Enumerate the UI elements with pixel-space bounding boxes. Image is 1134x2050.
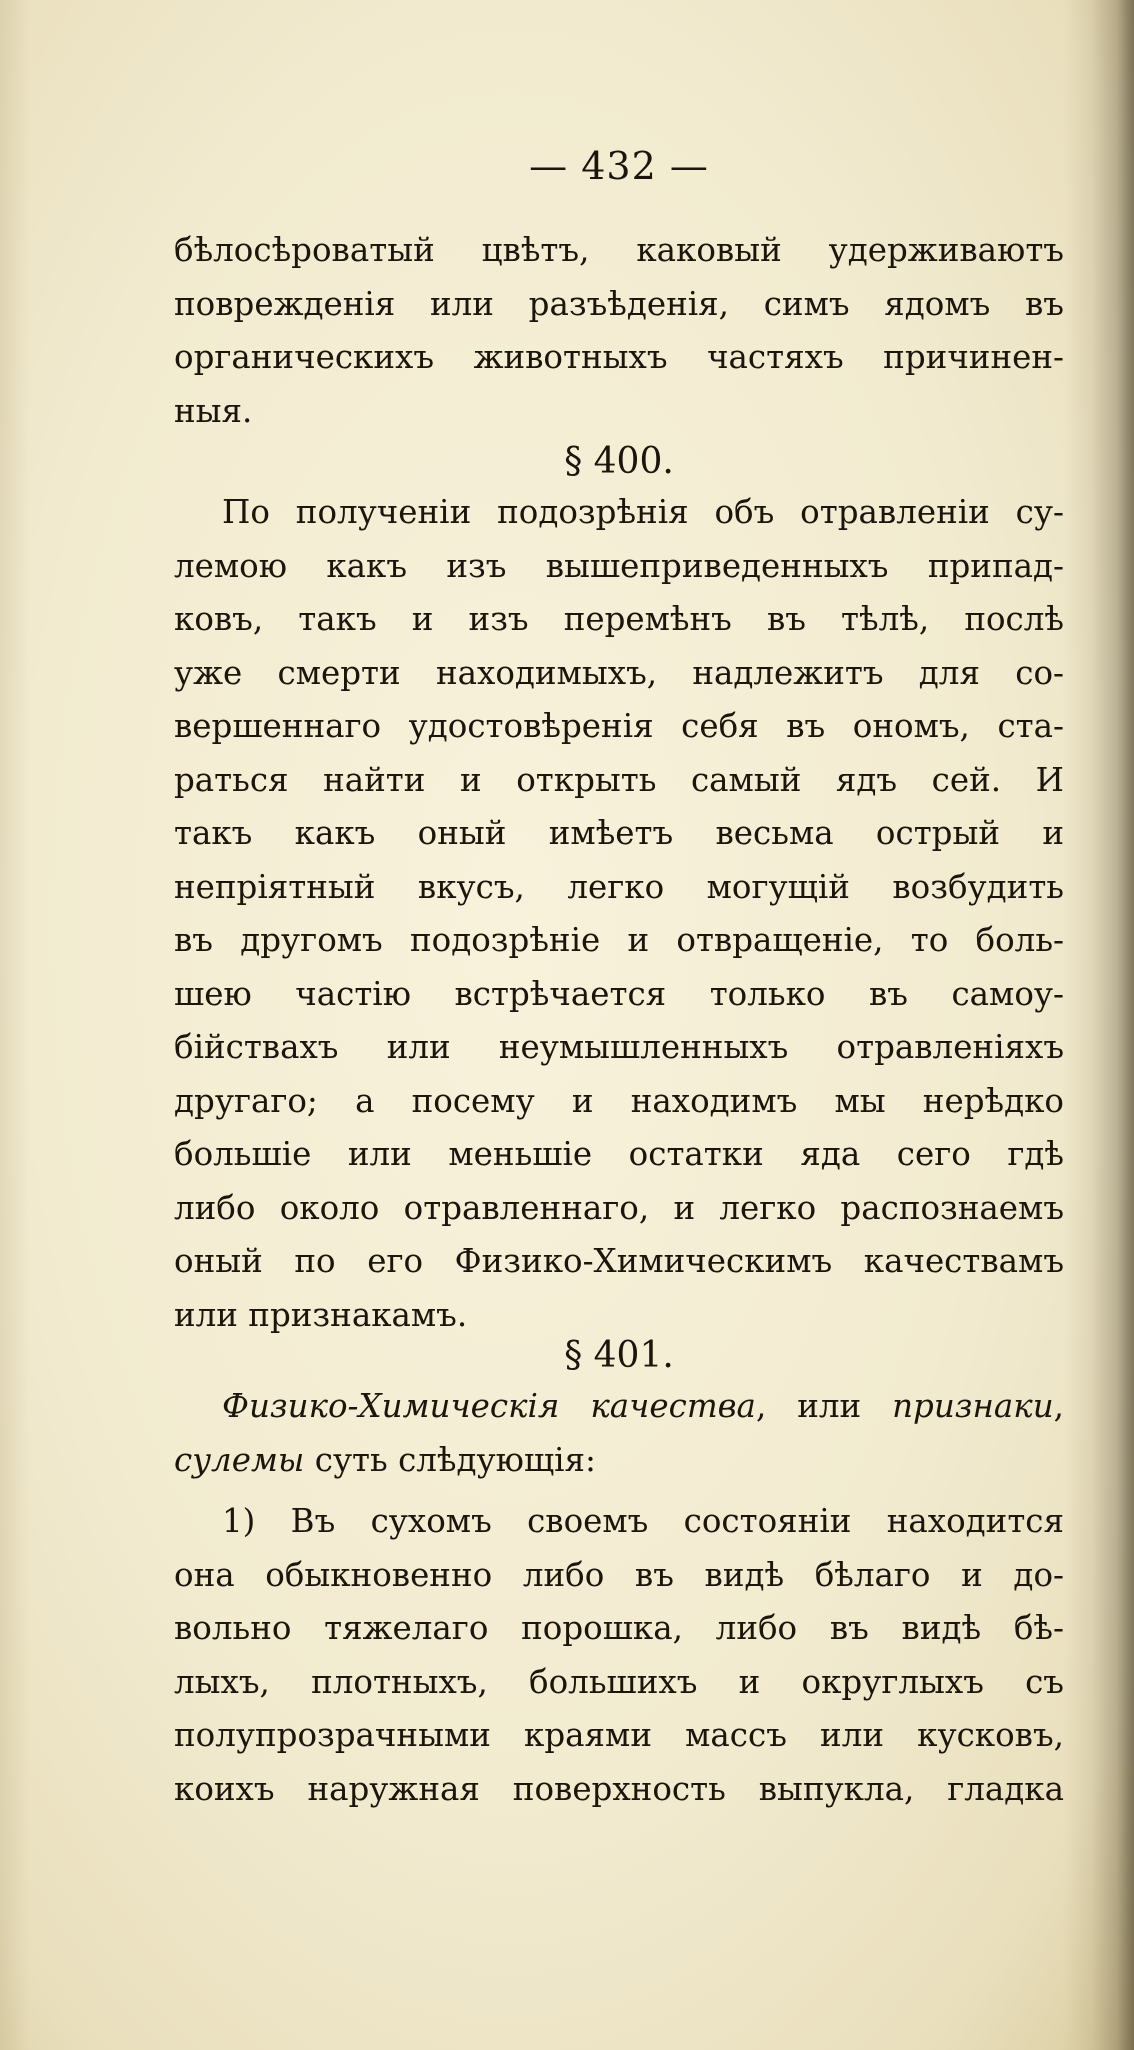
text-line: оный по его Физико-Химическимъ качествамъ xyxy=(174,1242,1064,1280)
text-line: такъ какъ оный имѣетъ весьма острый и xyxy=(174,814,1064,852)
text-line: коихъ наружная поверхность выпукла, гладка xyxy=(174,1769,1064,1808)
text-line: По полученіи подозрѣнія объ отравленіи су- xyxy=(222,493,1064,531)
page-left-shadow xyxy=(0,0,30,2050)
text-line: лемою какъ изъ вышеприведенныхъ припад- xyxy=(174,546,1064,585)
text-line: въ другомъ подозрѣніе и отвращеніе, то боль- xyxy=(174,921,1064,959)
text-line: лыхъ, плотныхъ, большихъ и округлыхъ съ xyxy=(174,1662,1064,1701)
text-line xyxy=(174,1380,1064,1434)
text-line: бѣлосѣроватый цвѣтъ, каковый удерживаютъ xyxy=(174,231,1064,269)
section-heading-401: § 401. xyxy=(564,1335,674,1376)
text-fragment: суть слѣдующія: xyxy=(304,1440,597,1479)
italic-term: признаки xyxy=(892,1387,1054,1425)
text-line: либо около отравленнаго, и легко распознаемъ xyxy=(174,1188,1064,1227)
text-line: большіе или меньшіе остатки яда сего гдѣ xyxy=(174,1135,1064,1173)
text-fragment: , или xyxy=(755,1387,893,1425)
italic-term: сулемы xyxy=(174,1440,305,1479)
text-line: она обыкновенно либо въ видѣ бѣлаго и до- xyxy=(174,1555,1064,1594)
text-line: ковъ, такъ и изъ перемѣнъ въ тѣлѣ, послѣ xyxy=(174,600,1064,638)
text-line: 1) Въ сухомъ своемъ состояніи находится xyxy=(222,1502,1064,1540)
text-line: вольно тяжелаго порошка, либо въ видѣ бѣ- xyxy=(174,1609,1064,1647)
text-line xyxy=(174,1434,1064,1488)
page-binding-shadow xyxy=(1064,0,1134,2050)
page-number: — 432 — xyxy=(529,144,709,188)
section-heading-400: § 400. xyxy=(564,441,674,482)
italic-term: Физико-Химическія качества xyxy=(222,1387,756,1425)
text-line: уже смерти находимыхъ, надлежитъ для со- xyxy=(174,653,1064,692)
text-line: полупрозрачными краями массъ или кусковъ, xyxy=(174,1716,1064,1754)
text-line: непріятный вкусъ, легко могущій возбудить xyxy=(174,867,1064,906)
text-line: или признакамъ. xyxy=(174,1295,468,1334)
text-line: другаго; а посему и находимъ мы нерѣдко xyxy=(174,1081,1064,1120)
text-line: ныя. xyxy=(174,391,253,430)
text-line: органическихъ животныхъ частяхъ причинен- xyxy=(174,338,1064,376)
paragraph-2 xyxy=(174,486,1064,1342)
text-line: поврежденія или разъѣденія, симъ ядомъ въ xyxy=(174,284,1064,323)
paragraph-4 xyxy=(174,1495,1064,1816)
text-line: вершеннаго удостовѣренія себя въ ономъ, ста- xyxy=(174,707,1064,745)
text-line: раться найти и открыть самый ядъ сей. И xyxy=(174,760,1064,799)
paragraph-3 xyxy=(174,1380,1064,1487)
paragraph-1 xyxy=(174,224,1064,438)
text-line: шею частію встрѣчается только въ самоу- xyxy=(174,974,1064,1013)
text-fragment: , xyxy=(1053,1387,1064,1425)
text-line: бійствахъ или неумышленныхъ отравленіяхъ xyxy=(174,1028,1064,1066)
